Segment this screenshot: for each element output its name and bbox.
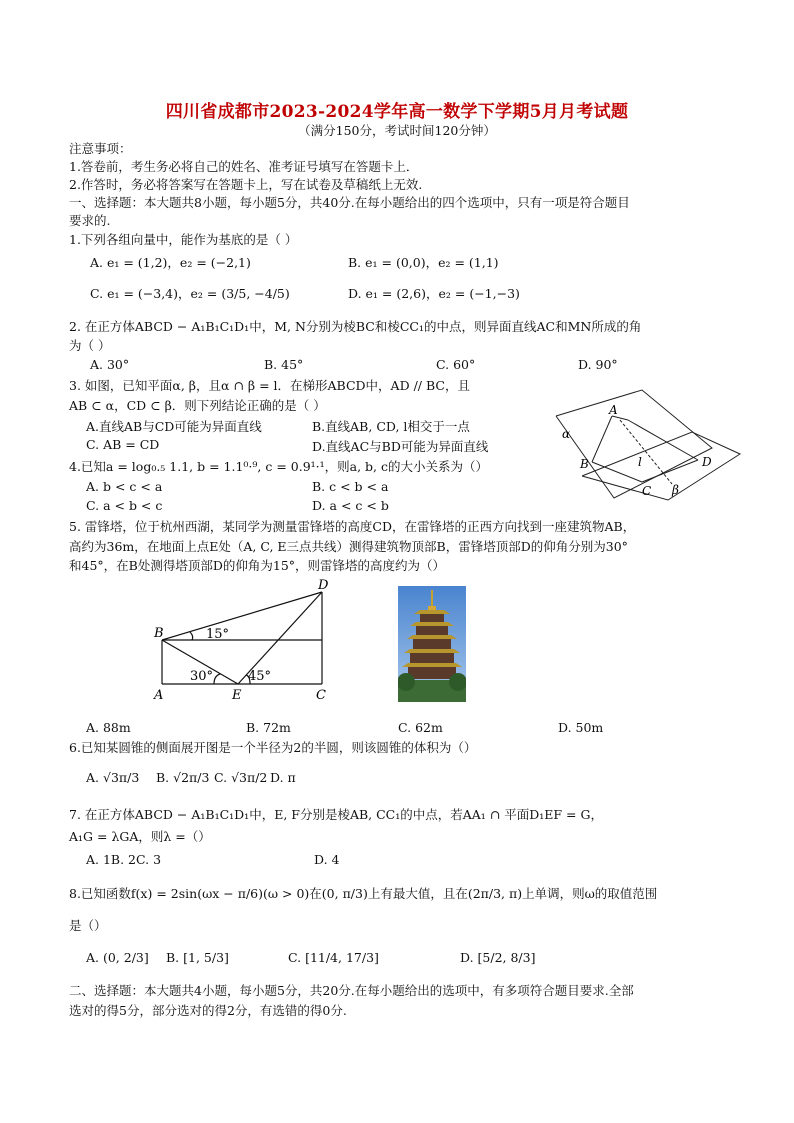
q3-option-b: B.直线AB, CD, l相交于一点 [312,419,470,434]
q3-option-a: A.直线AB与CD可能为异面直线 [86,419,262,434]
q1-option-d: D. e₁ = (2,6)，e₂ = (−1,−3) [348,286,520,301]
q3-option-d: D.直线AC与BD可能为异面直线 [312,439,489,454]
fig-label: l [638,455,642,469]
notice-heading: 注意事项： [69,141,132,156]
fig-label: β [672,483,679,497]
q7-option-d: D. 4 [314,852,340,867]
q5-option-b: B. 72m [246,720,291,735]
q4-option-d: D. a < c < b [312,498,389,513]
q8-option-a: A. (0, 2/3] [86,950,149,965]
diagram-label: D [318,578,329,593]
q7-stem: 7. 在正方体ABCD − A₁B₁C₁D₁中，E, F分别是棱AB, CC₁的中点，若AA₁ ∩ 平面D₁EF = G， [69,807,603,822]
fig-label: B [580,457,589,471]
q4-option-b: B. c < b < a [312,479,389,494]
q4-option-a: A. b < c < a [86,479,163,494]
edge-ad [628,420,698,460]
q1-stem: 1.下列各组向量中，能作为基底的是（ ） [69,232,298,247]
edge-ab [592,416,612,462]
angle-arc-15 [190,632,193,640]
plane-beta [582,432,740,500]
diagram-label: B [154,626,164,641]
q5-stem: 5. 雷锋塔，位于杭州西湖，某同学为测量雷锋塔的高度CD，在雷锋塔的正西方向找到一座建筑物AB， [69,519,636,534]
page-title: 四川省成都市2023-2024学年高一数学下学期5月月考试题 [165,102,629,122]
q4-option-c: C. a < b < c [86,498,163,513]
q2-option-a: A. 30° [90,357,130,372]
q8-option-b: B. [1, 5/3] [166,950,229,965]
q3-stem: 3. 如图，已知平面α, β，且α ∩ β = l．在梯形ABCD中，AD // BC，且 [69,378,470,393]
diagram-label: E [232,688,242,703]
diagram-label: 15° [206,627,230,642]
q5-stem-cont: 和45°，在B处测得塔顶部D的仰角为15°，则雷锋塔的高度约为（） [69,558,446,573]
q3-option-c: C. AB = CD [86,437,160,452]
fig-label: α [562,427,571,441]
q2-stem-cont: 为（ ） [69,338,111,353]
q2-stem: 2. 在正方体ABCD − A₁B₁C₁D₁中，M, N分别为棱BC和棱CC₁的中点，则异面直线AC和MN所成的角 [69,319,642,334]
section1-header: 一、选择题：本大题共8小题，每小题5分，共40分.在每小题给出的四个选项中，只有一项是符合题目 [69,195,630,210]
q4-stem: 4.已知a = log₀.₅ 1.1, b = 1.1⁰·⁹, c = 0.9¹·¹，则a, b, c的大小关系为（） [69,459,489,474]
diagram-label: C [316,688,326,703]
pagoda-photo [398,586,466,702]
q5-option-d: D. 50m [558,720,604,735]
page-subtitle: （满分150分，考试时间120分钟） [298,123,496,138]
q5-option-c: C. 62m [398,720,443,735]
line-l [620,420,672,484]
notice-item: 2.作答时，务必将答案写在答题卡上，写在试卷及草稿纸上无效. [69,177,423,192]
q6-stem: 6.已知某圆锥的侧面展开图是一个半径为2的半圆，则该圆锥的体积为（） [69,740,477,755]
edge-cd [642,460,698,482]
q7-stem-cont: A₁G = λGA，则λ =（） [69,829,211,844]
q8-stem-cont: 是（） [69,918,107,933]
fig-label: C [642,484,652,498]
fig-label: A [609,403,618,417]
q1-option-a: A. e₁ = (1,2)，e₂ = (−2,1) [90,255,251,270]
q1-option-c: C. e₁ = (−3,4)，e₂ = (3/5, −4/5) [90,286,290,301]
q2-option-d: D. 90° [578,357,618,372]
diagram-label: 45° [248,669,272,684]
q6-option-d: D. π [270,770,296,785]
q5-option-a: A. 88m [86,720,131,735]
planes-figure [552,386,744,502]
q3-stem-cont: AB ⊂ α，CD ⊂ β．则下列结论正确的是（ ） [69,398,326,413]
angle-arc-30 [214,674,220,684]
q6-option-c: C. √3π/2 [214,770,268,785]
q8-option-c: C. [11/4, 17/3] [288,950,379,965]
q8-stem: 8.已知函数f(x) = 2sin(ωx − π/6)(ω > 0)在(0, π/3)上有最大值，且在(2π/3, π)上单调，则ω的取值范围 [69,886,658,901]
q7-option-abc: A. 1B. 2C. 3 [86,852,162,867]
plane-alpha [556,390,712,498]
line-bd [162,592,322,640]
tower-diagram [150,578,350,704]
notice-item: 1.答卷前，考生务必将自己的姓名、准考证号填写在答题卡上． [69,159,419,174]
q6-option-a: A. √3π/3 [86,770,140,785]
edge-bc [592,462,642,482]
fig-label: D [702,455,712,469]
q8-option-d: D. [5/2, 8/3] [460,950,536,965]
q2-option-c: C. 60° [436,357,476,372]
diagram-label: 30° [190,669,214,684]
section1-header-cont: 要求的. [69,213,111,228]
q1-option-b: B. e₁ = (0,0)，e₂ = (1,1) [348,255,499,270]
section2-header-cont: 选对的得5分，部分选对的得2分，有选错的得0分. [69,1003,347,1018]
q5-stem-cont: 高约为36m，在地面上点E处（A, C, E三点共线）测得建筑物顶部B，雷锋塔顶部D的仰角分别为30° [69,539,628,554]
section2-header: 二、选择题：本大题共4小题，每小题5分，共20分.在每小题给出的选项中，有多项符合题目要求.全部 [69,983,634,998]
q2-option-b: B. 45° [264,357,304,372]
diagram-label: A [154,688,164,703]
q6-option-b: B. √2π/3 [156,770,210,785]
